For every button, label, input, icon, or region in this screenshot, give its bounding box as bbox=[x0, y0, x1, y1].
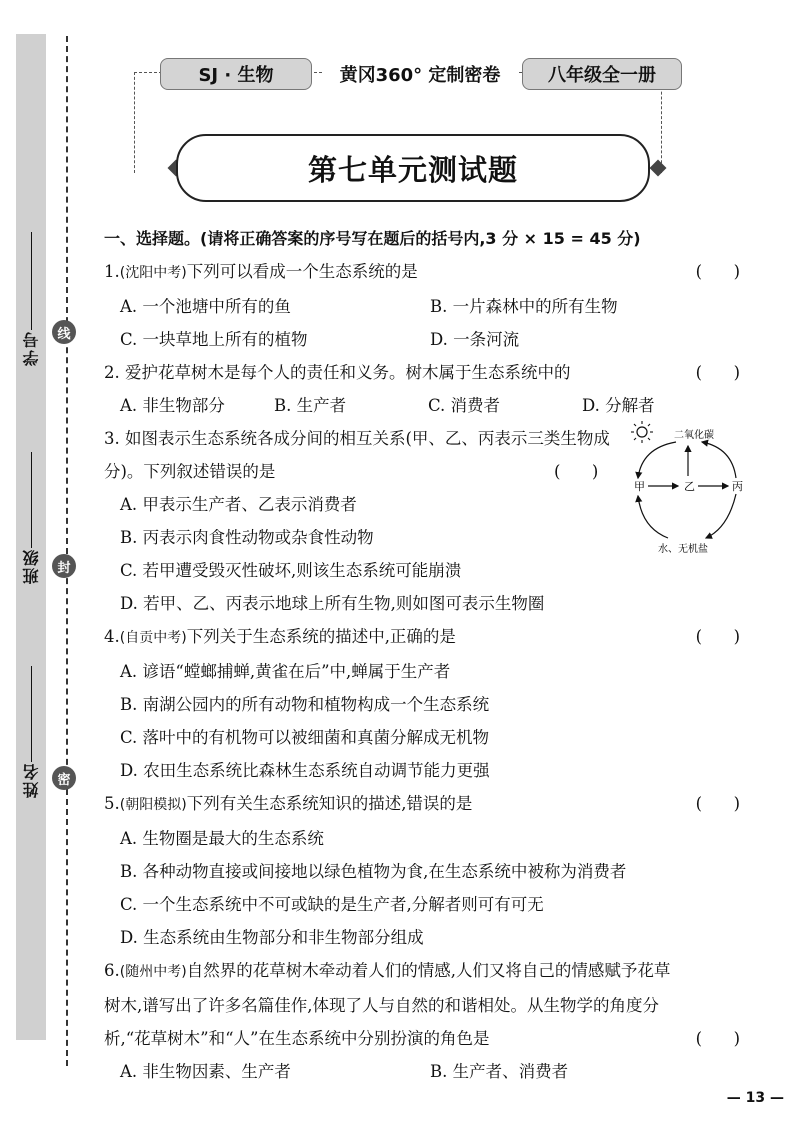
q3-answer-blank[interactable]: ( ) bbox=[554, 462, 599, 481]
q1-option-d[interactable]: D. 一条河流 bbox=[430, 330, 520, 349]
q1-option-a[interactable]: A. 一个池塘中所有的鱼 bbox=[120, 297, 291, 316]
q2-option-d[interactable]: D. 分解者 bbox=[582, 396, 655, 415]
q5-answer-blank[interactable]: ( ) bbox=[695, 794, 740, 813]
q4-number: 4. bbox=[104, 627, 120, 646]
student-id-blank[interactable] bbox=[31, 232, 32, 330]
question-2 bbox=[104, 356, 740, 389]
question-6 bbox=[104, 954, 740, 1055]
q1-options bbox=[104, 290, 740, 323]
grade-pill: 八年级全一册 bbox=[522, 58, 682, 90]
class-field bbox=[18, 452, 44, 584]
arrow-bing-water bbox=[706, 494, 736, 538]
seal-feng: 封 bbox=[52, 554, 76, 578]
seal-xian: 线 bbox=[52, 320, 76, 344]
q2-stem: 2. 爱护花草树木是每个人的责任和义务。树木属于生态系统中的 bbox=[104, 363, 571, 382]
cut-line bbox=[66, 36, 68, 1066]
q5-number: 5. bbox=[104, 794, 120, 813]
label-co2: 二氧化碳 bbox=[674, 430, 714, 441]
q3-stem-line2: 分)。下列叙述错误的是 bbox=[104, 462, 276, 481]
q2-option-c[interactable]: C. 消费者 bbox=[428, 396, 501, 415]
name-blank[interactable] bbox=[31, 666, 32, 762]
q6-option-b[interactable]: B. 生产者、消费者 bbox=[430, 1062, 569, 1081]
q1-answer-blank[interactable]: ( ) bbox=[695, 262, 740, 281]
q5-option-a[interactable]: A. 生物圈是最大的生态系统 bbox=[120, 829, 324, 848]
question-5 bbox=[104, 787, 740, 822]
q5-option-d[interactable]: D. 生态系统由生物部分和非生物部分组成 bbox=[120, 928, 424, 947]
q4-answer-blank[interactable]: ( ) bbox=[695, 627, 740, 646]
q3-option-b[interactable]: B. 丙表示肉食性动物或杂食性动物 bbox=[120, 528, 374, 547]
q4-option-d[interactable]: D. 农田生态系统比森林生态系统自动调节能力更强 bbox=[120, 761, 490, 780]
q6-source: (随州中考) bbox=[119, 964, 187, 980]
q2-option-b[interactable]: B. 生产者 bbox=[274, 396, 347, 415]
q1-option-b[interactable]: B. 一片森林中的所有生物 bbox=[430, 297, 618, 316]
q3-option-a[interactable]: A. 甲表示生产者、乙表示消费者 bbox=[120, 495, 357, 514]
arrow-water-jia bbox=[638, 496, 668, 538]
subject-pill: SJ · 生物 bbox=[160, 58, 312, 90]
question-4 bbox=[104, 620, 740, 655]
q4-option-b[interactable]: B. 南湖公园内的所有动物和植物构成一个生态系统 bbox=[120, 695, 490, 714]
q1-options-2 bbox=[104, 323, 740, 356]
q3-stem-line1: 3. 如图表示生态系统各成分间的相互关系(甲、乙、丙表示三类生物成 bbox=[104, 429, 610, 448]
q5-stem: 下列有关生态系统知识的描述,错误的是 bbox=[186, 794, 473, 813]
section-title: 一、选择题。(请将正确答案的序号写在题后的括号内,3 分 × 15 = 45 分) bbox=[104, 229, 641, 248]
q5-source: (朝阳模拟) bbox=[119, 797, 187, 813]
q6-stem-line2: 树木,谱写出了许多名篇佳作,体现了人与自然的和谐相处。从生物学的角度分 bbox=[104, 996, 659, 1015]
q1-stem: 下列可以看成一个生态系统的是 bbox=[186, 262, 418, 281]
label-water: 水、无机盐 bbox=[658, 544, 708, 555]
q6-answer-blank[interactable]: ( ) bbox=[695, 1029, 740, 1048]
name-field bbox=[18, 666, 44, 798]
q1-option-c[interactable]: C. 一块草地上所有的植物 bbox=[120, 330, 308, 349]
student-id-field bbox=[18, 232, 44, 366]
question-1 bbox=[104, 255, 740, 290]
q5-option-b[interactable]: B. 各种动物直接或间接地以绿色植物为食,在生态系统中被称为消费者 bbox=[120, 862, 627, 881]
ecosystem-diagram bbox=[628, 418, 748, 558]
q3-option-c[interactable]: C. 若甲遭受毁灭性破坏,则该生态系统可能崩溃 bbox=[120, 561, 462, 580]
q2-answer-blank[interactable]: ( ) bbox=[695, 363, 740, 382]
q6-stem-line3: 析,“花草树木”和“人”在生态系统中分别扮演的角色是 bbox=[104, 1029, 490, 1048]
label-bing: 丙 bbox=[732, 480, 743, 493]
arrow-bing-co2 bbox=[702, 442, 736, 478]
page-number: — 13 — bbox=[726, 1090, 784, 1106]
q6-stem-line1: 自然界的花草树木牵动着人们的情感,人们又将自己的情感赋予花草 bbox=[186, 961, 671, 980]
page-title: 第七单元测试题 bbox=[176, 134, 650, 202]
arrow-co2-jia bbox=[638, 442, 676, 478]
q6-options bbox=[104, 1055, 740, 1088]
question-3 bbox=[104, 422, 743, 620]
q6-number: 6. bbox=[104, 961, 120, 980]
q3-option-d[interactable]: D. 若甲、乙、丙表示地球上所有生物,则如图可表示生物圈 bbox=[120, 594, 545, 613]
student-id-label: 学号 bbox=[21, 330, 41, 366]
q4-option-a[interactable]: A. 谚语“螳螂捕蝉,黄雀在后”中,蝉属于生产者 bbox=[120, 662, 451, 681]
q2-option-a[interactable]: A. 非生物部分 bbox=[120, 396, 225, 415]
series-name: 黄冈360° 定制密卷 bbox=[322, 60, 518, 88]
label-yi: 乙 bbox=[684, 480, 695, 493]
q6-option-a[interactable]: A. 非生物因素、生产者 bbox=[120, 1062, 291, 1081]
seal-mi: 密 bbox=[52, 766, 76, 790]
q5-option-c[interactable]: C. 一个生态系统中不可或缺的是生产者,分解者则可有可无 bbox=[120, 895, 544, 914]
class-blank[interactable] bbox=[31, 452, 32, 548]
name-label: 姓名 bbox=[21, 762, 41, 798]
q1-source: (沈阳中考) bbox=[119, 265, 187, 281]
q4-option-c[interactable]: C. 落叶中的有机物可以被细菌和真菌分解成无机物 bbox=[120, 728, 490, 747]
class-label: 班级 bbox=[21, 548, 41, 584]
q1-number: 1. bbox=[104, 262, 120, 281]
q4-stem: 下列关于生态系统的描述中,正确的是 bbox=[186, 627, 456, 646]
q4-source: (自贡中考) bbox=[119, 630, 187, 646]
question-list bbox=[104, 222, 743, 1088]
sun-icon bbox=[631, 421, 653, 443]
label-jia: 甲 bbox=[634, 480, 645, 493]
